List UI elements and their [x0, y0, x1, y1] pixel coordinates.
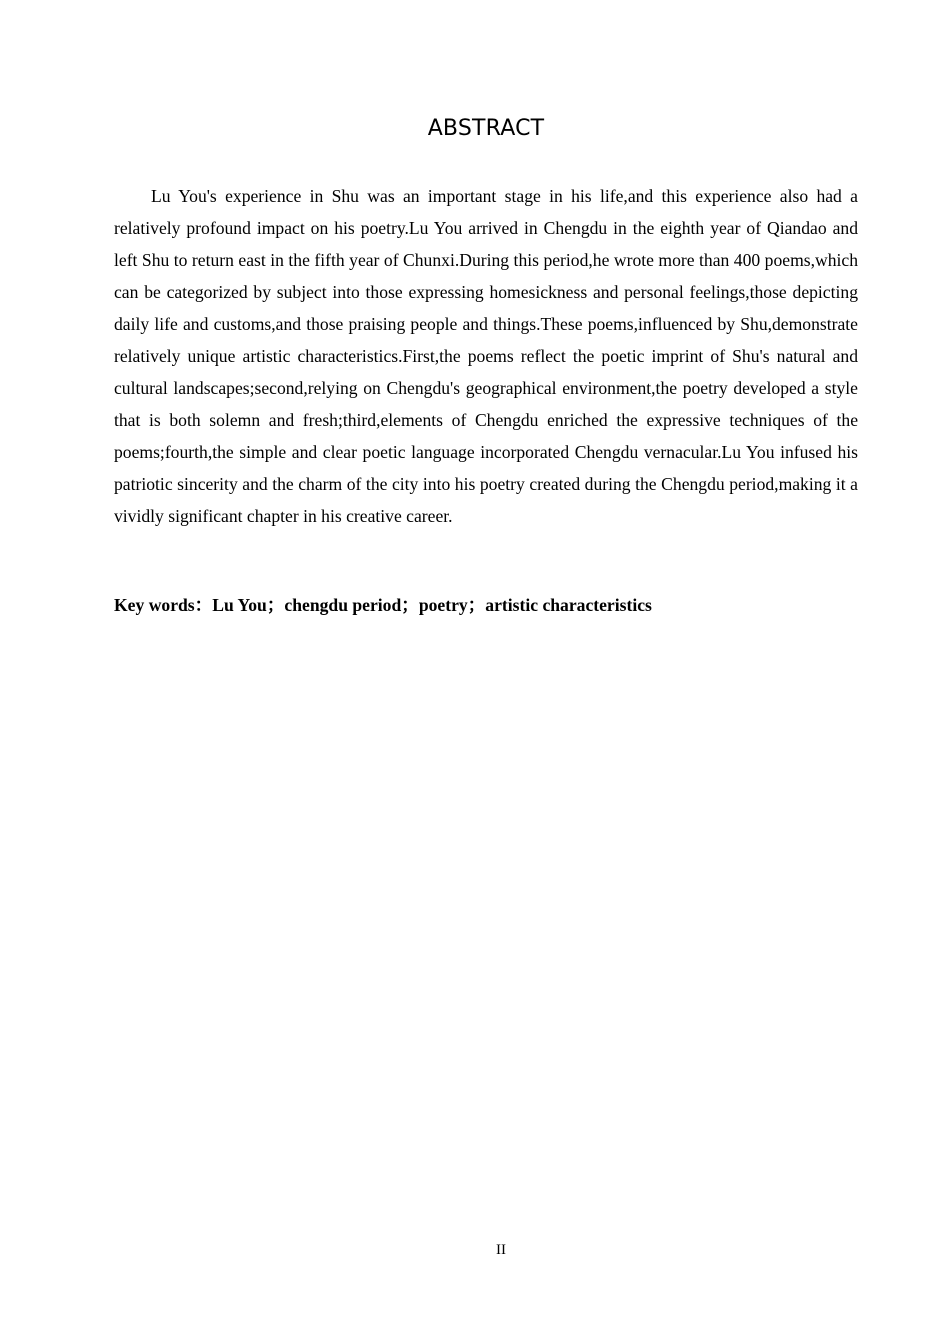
page-number: II — [496, 1242, 506, 1258]
keywords-line: Key words：Lu You；chengdu period；poetry；artistic characteristics — [114, 595, 652, 615]
abstract-title: ABSTRACT — [427, 116, 545, 141]
abstract-body: Lu You's experience in Shu was an important stage in his life,and this experience also had a relatively profound impact on his poetry.Lu You arrived in Chengdu in the eighth year of Qiandao and left Shu to return east in the fifth year of Chunxi.During this period,he wrote more than 400 poems,which can be categorized by subject into those expressing homesickness and personal feelings,those depicting daily life and customs,and those praising people and things.These poems,influenced by Shu,demonstrate relatively unique artistic characteristics.First,the poems reflect the poetic imprint of Shu's natural and cultural landscapes;second,relying on Chengdu's geographical environment,the poetry developed a style that is both solemn and fresh;third,elements of Chengdu enriched the expressive techniques of the poems;fourth,the simple and clear poetic language incorporated Chengdu vernacular.Lu You infused his patriotic sincerity and the charm of the city into his poetry created during the Chengdu period,making it a vividly significant chapter in his creative career. — [114, 186, 858, 526]
